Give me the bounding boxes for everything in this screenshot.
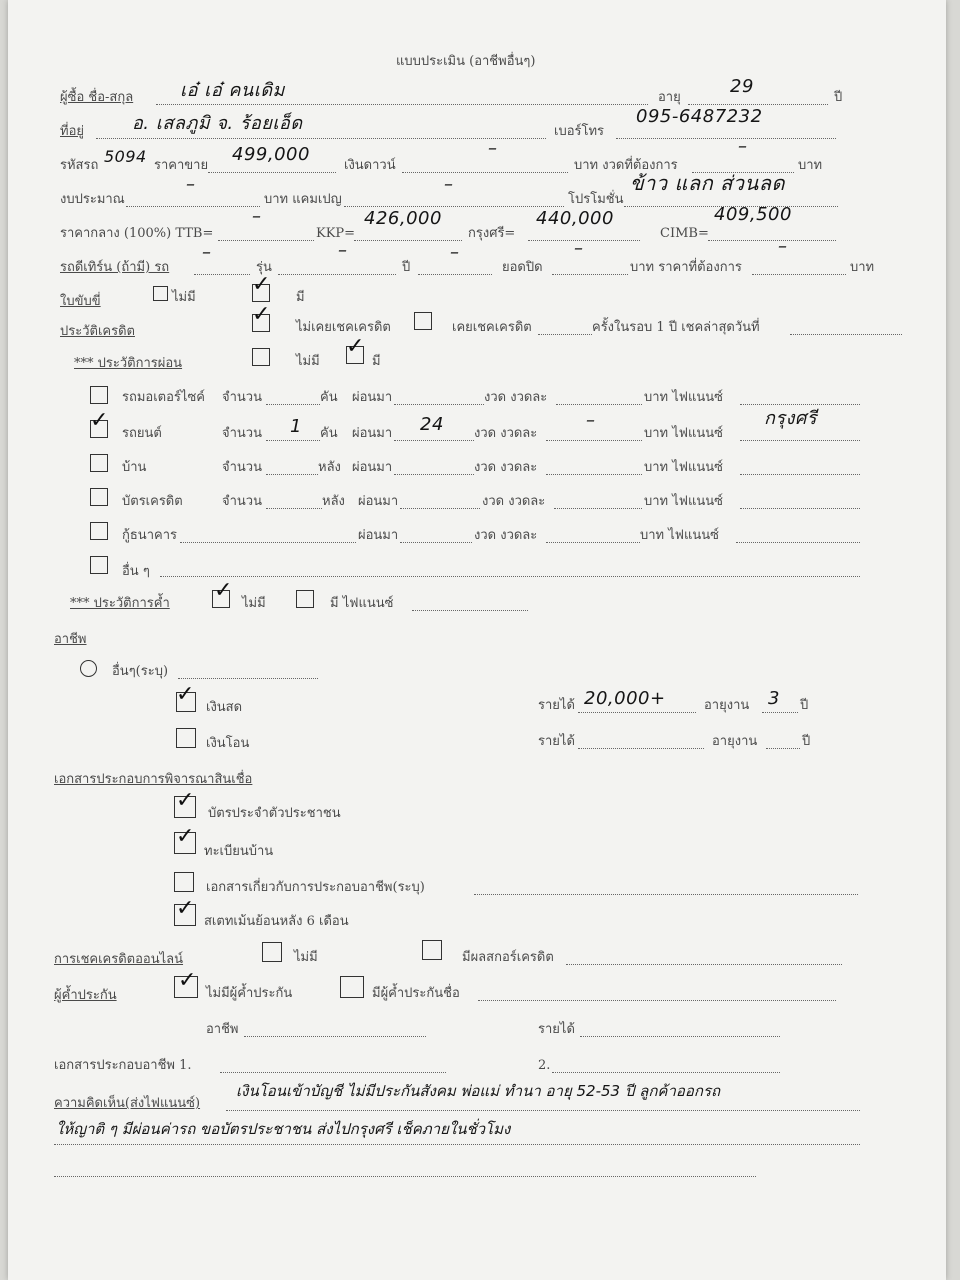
guarantor-no-text: ไม่มีผู้ค้ำประกัน [206,986,293,1001]
creditcard-qty-label: จำนวน [222,494,262,509]
phone-label: เบอร์โทร [554,124,605,139]
doc-idcard-check-icon: ✓ [176,788,195,813]
car-fin-value: กรุงศรี [764,408,817,429]
bankloan-label: กู้ธนาคาร [122,528,177,543]
tradein-car-line[interactable] [194,274,250,275]
campaign-label: บาท แคมเปญ [264,192,342,207]
creditcard-fin-line[interactable] [740,508,860,509]
tradein-label: รถดีเทิร์น (ถ้ามี) รถ [60,260,170,275]
motorcycle-paid-label: ผ่อนมา [352,390,393,405]
down-value: – [488,138,498,159]
tradein-model-value: – [338,240,348,261]
house-unit: หลัง [318,460,341,475]
term-label: บาท งวดที่ต้องการ [574,158,678,173]
installment-yes-text: มี [372,354,381,369]
promo-label: โปรโมชั่น [568,192,624,207]
promo-value: ข้าว แลก ส่วนลด [630,171,785,195]
car-fin-label: บาท ไฟแนนซ์ [644,426,723,441]
tradein-year-value: – [450,242,460,263]
online-credit-line[interactable] [566,964,842,965]
name-value: เอ๋ เอ๋ คนเดิม [180,80,285,101]
doc-house-reg-check-icon: ✓ [176,824,195,849]
creditcard-per-line[interactable] [554,508,642,509]
other-debt-label: อื่น ๆ [122,564,150,579]
documents-label: เอกสารประกอบการพิจารณาสินเชื่อ [54,772,253,787]
guarantor-yes-checkbox[interactable] [340,976,364,998]
transfer-year-unit: ปี [802,734,811,749]
creditcard-unit: หลัง [322,494,345,509]
transfer-text: เงินโอน [206,736,250,751]
cash-income-value: 20,000+ [584,688,666,709]
age-label: อายุ [658,90,681,105]
comment-label: ความคิดเห็น(ส่งไฟแนนซ์) [54,1096,201,1111]
house-fin-line[interactable] [740,474,860,475]
other-debt-checkbox[interactable] [90,556,108,574]
krungsri-label: กรุงศรี= [468,226,516,241]
motorcycle-per-label: งวด งวดละ [484,390,548,405]
motorcycle-fin-label: บาท ไฟแนนซ์ [644,390,723,405]
tradein-model-label: รุ่น [256,260,272,275]
budget-line[interactable] [126,206,260,207]
cash-year-unit: ปี [800,698,809,713]
budget-label: งบประมาณ [60,192,125,207]
evaluation-form-paper [8,0,946,1280]
creditcard-fin-label: บาท ไฟแนนซ์ [644,494,723,509]
occ-docs-line-2[interactable] [552,1072,780,1073]
car-paid-label: ผ่อนมา [352,426,393,441]
car-code-label: รหัสรถ [60,158,99,173]
car-qty-line[interactable] [266,440,320,441]
occupation-other-text: อื่นๆ(ระบุ) [112,664,169,679]
guarantor-income-label: รายได้ [538,1022,575,1037]
motorcycle-qty-label: จำนวน [222,390,262,405]
term-value: – [738,136,748,157]
creditcard-paid-line[interactable] [400,508,480,509]
occ-docs-second: 2. [538,1058,551,1073]
doc-occupation-text: เอกสารเกี่ยวกับการประกอบอาชีพ(ระบุ) [206,880,425,895]
creditcard-checkbox[interactable] [90,488,108,506]
bankloan-per-label: งวด งวดละ [474,528,538,543]
guarantor-name-line[interactable] [478,1000,836,1001]
installment-label: *** ประวัติการผ่อน [74,356,183,371]
credit-ever-checkbox[interactable] [414,312,432,330]
guarantor-occ-line[interactable] [244,1036,426,1037]
cimb-label: CIMB= [660,226,709,241]
comment-line-2[interactable] [54,1144,860,1145]
car-per-value: – [586,410,596,431]
motorcycle-qty-line[interactable] [266,404,320,405]
occupation-other-line[interactable] [178,678,318,679]
tradein-payoff-value: – [574,238,584,259]
cimb-line[interactable] [708,240,836,241]
guarantee-label: *** ประวัติการค้ำ [70,596,170,611]
credit-never-text: ไม่เคยเชคเครดิต [296,320,391,335]
license-label: ใบขับขี่ [60,294,101,309]
doc-statement-check-icon: ✓ [176,896,195,921]
down-line[interactable] [402,172,568,173]
car-per-line[interactable] [546,440,642,441]
krungsri-line[interactable] [528,240,640,241]
car-fin-line[interactable] [740,440,860,441]
license-no-checkbox[interactable] [153,286,168,301]
cash-income-line[interactable] [578,712,696,713]
age-value: 29 [730,76,754,97]
online-credit-no-checkbox[interactable] [262,942,282,962]
cash-income-label: รายได้ [538,698,575,713]
car-paid-line[interactable] [394,440,474,441]
doc-occupation-line[interactable] [474,894,858,895]
license-yes-text: มี [296,290,305,305]
guarantor-no-check-icon: ✓ [178,968,197,993]
cash-tenure-line[interactable] [762,712,798,713]
motorcycle-label: รถมอเตอร์ไซค์ [122,390,205,405]
transfer-checkbox[interactable] [176,728,196,748]
median-label: ราคากลาง (100%) TTB= [60,226,214,241]
license-no-text: ไม่มี [172,290,196,305]
creditcard-label: บัตรเครดิต [122,494,183,509]
tradein-payoff-label: ยอดปิด [502,260,543,275]
car-price-value: 499,000 [232,144,310,165]
online-credit-no-text: ไม่มี [294,950,318,965]
credit-times-line[interactable] [538,334,592,335]
house-qty-label: จำนวน [222,460,262,475]
house-checkbox[interactable] [90,454,108,472]
kkp-label: KKP= [316,226,356,241]
installment-no-checkbox[interactable] [252,348,270,366]
house-label: บ้าน [122,460,147,475]
kkp-line[interactable] [354,240,462,241]
term-baht: บาท [798,158,823,173]
doc-idcard-text: บัตรประจำตัวประชาชน [208,806,341,821]
tradein-year-line[interactable] [418,274,492,275]
bankloan-per-line[interactable] [546,542,640,543]
transfer-income-label: รายได้ [538,734,575,749]
tradein-payoff-line[interactable] [552,274,628,275]
occ-docs-label: เอกสารประกอบอาชีพ 1. [54,1058,192,1073]
cash-tenure-label: อายุงาน [704,698,750,713]
bankloan-paid-label: ผ่อนมา [358,528,399,543]
bankloan-checkbox[interactable] [90,522,108,540]
campaign-line[interactable] [344,206,564,207]
guarantor-occ-label: อาชีพ [206,1022,239,1037]
car-paid-value: 24 [420,414,444,435]
tradein-year-label: ปี [402,260,411,275]
comment-text-2: ให้ญาติ ๆ มีผ่อนค่ารถ ขอบัตรประชาชน ส่งไปกรุงศรี เช็คภายในชั่วโมง [56,1120,511,1138]
bankloan-name-line[interactable] [180,542,356,543]
bankloan-paid-line[interactable] [400,542,472,543]
car-per-label: งวด งวดละ [474,426,538,441]
online-credit-yes-text: มีผลสกอร์เครดิต [462,950,554,965]
guarantee-yes-checkbox[interactable] [296,590,314,608]
kkp-value: 426,000 [364,208,442,229]
age-unit: ปี [834,90,843,105]
car-unit: คัน [320,426,338,441]
motorcycle-checkbox[interactable] [90,386,108,404]
online-credit-yes-checkbox[interactable] [422,940,442,960]
comment-line-1[interactable] [226,1110,860,1111]
car-price-label: ราคาขาย [154,158,209,173]
transfer-tenure-line[interactable] [766,748,800,749]
tradein-baht: บาท [850,260,875,275]
transfer-tenure-label: อายุงาน [712,734,758,749]
installment-no-text: ไม่มี [296,354,320,369]
transfer-income-line[interactable] [578,748,704,749]
name-label: ผู้ซื้อ ชื่อ-สกุล [60,90,134,105]
address-line[interactable] [96,138,546,139]
tradein-want-label: บาท ราคาที่ต้องการ [630,260,742,275]
motorcycle-unit: คัน [320,390,338,405]
guarantee-no-text: ไม่มี [242,596,266,611]
bankloan-fin-label: บาท ไฟแนนซ์ [640,528,719,543]
doc-occupation-checkbox[interactable] [174,872,194,892]
car-check-icon: ✓ [90,408,109,433]
other-debt-line[interactable] [160,576,860,577]
credit-label: ประวัติเครดิต [60,324,135,339]
online-credit-label: การเชคเครดิตออนไลน์ [54,952,184,967]
cash-check-icon: ✓ [176,682,195,707]
phone-line[interactable] [616,138,836,139]
house-paid-label: ผ่อนมา [352,460,393,475]
budget-value: – [186,174,196,195]
tradein-car-value: – [202,242,212,263]
name-line[interactable] [156,104,648,105]
creditcard-qty-line[interactable] [266,508,322,509]
creditcard-paid-label: ผ่อนมา [358,494,399,509]
car-qty-label: จำนวน [222,426,262,441]
credit-never-check-icon: ✓ [252,302,271,327]
ttb-value: – [252,206,262,227]
occ-docs-line-1[interactable] [220,1072,446,1073]
installment-yes-check-icon: ✓ [346,334,365,359]
krungsri-value: 440,000 [536,208,614,229]
comment-line-3[interactable] [54,1176,756,1177]
license-yes-check-icon: ✓ [252,272,271,297]
guarantor-income-line[interactable] [580,1036,780,1037]
occupation-other-radio[interactable] [80,660,97,677]
house-per-line[interactable] [546,474,642,475]
guarantor-yes-text: มีผู้ค้ำประกันชื่อ [372,986,460,1001]
credit-date-line[interactable] [790,334,902,335]
address-value: อ. เสลภูมิ จ. ร้อยเอ็ด [132,113,303,134]
house-paid-line[interactable] [394,474,474,475]
credit-times-text: ครั้งในรอบ 1 ปี เชคล่าสุดวันที่ [592,320,760,335]
cimb-value: 409,500 [714,204,792,225]
occupation-label: อาชีพ [54,632,87,647]
car-qty-value: 1 [290,416,302,437]
cash-tenure-value: 3 [768,688,780,709]
tradein-want-line[interactable] [752,274,846,275]
motorcycle-paid-line[interactable] [394,404,484,405]
guarantee-no-check-icon: ✓ [214,578,233,603]
house-qty-line[interactable] [266,474,318,475]
guarantee-fin-line[interactable] [412,610,528,611]
ttb-line[interactable] [218,240,314,241]
bankloan-fin-line[interactable] [736,542,860,543]
motorcycle-per-line[interactable] [556,404,642,405]
tradein-model-line[interactable] [278,274,396,275]
phone-value: 095-6487232 [636,106,763,127]
doc-house-reg-text: ทะเบียนบ้าน [204,844,274,859]
tradein-want-value: – [778,236,788,257]
house-per-label: งวด งวดละ [474,460,538,475]
form-title: แบบประเมิน (อาชีพอื่นๆ) [396,54,536,69]
car-label: รถยนต์ [122,426,162,441]
down-label: เงินดาวน์ [344,158,396,173]
car-code-value: 5094 [104,147,147,166]
age-line[interactable] [688,104,828,105]
cash-text: เงินสด [206,700,243,715]
car-price-line[interactable] [208,172,336,173]
comment-text-1: เงินโอนเข้าบัญชี ไม่มีประกันสังคม พ่อแม่ ทำนา อายุ 52-53 ปี ลูกค้าออกรถ [236,1082,721,1100]
campaign-value: – [444,174,454,195]
address-label: ที่อยู่ [60,124,84,139]
house-fin-label: บาท ไฟแนนซ์ [644,460,723,475]
guarantee-yes-text: มี ไฟแนนซ์ [330,596,394,611]
credit-ever-text: เคยเชคเครดิต [452,320,532,335]
motorcycle-fin-line[interactable] [740,404,860,405]
guarantor-label: ผู้ค้ำประกัน [54,988,117,1003]
creditcard-per-label: งวด งวดละ [482,494,546,509]
doc-statement-text: สเตทเม้นย้อนหลัง 6 เดือน [204,914,349,929]
